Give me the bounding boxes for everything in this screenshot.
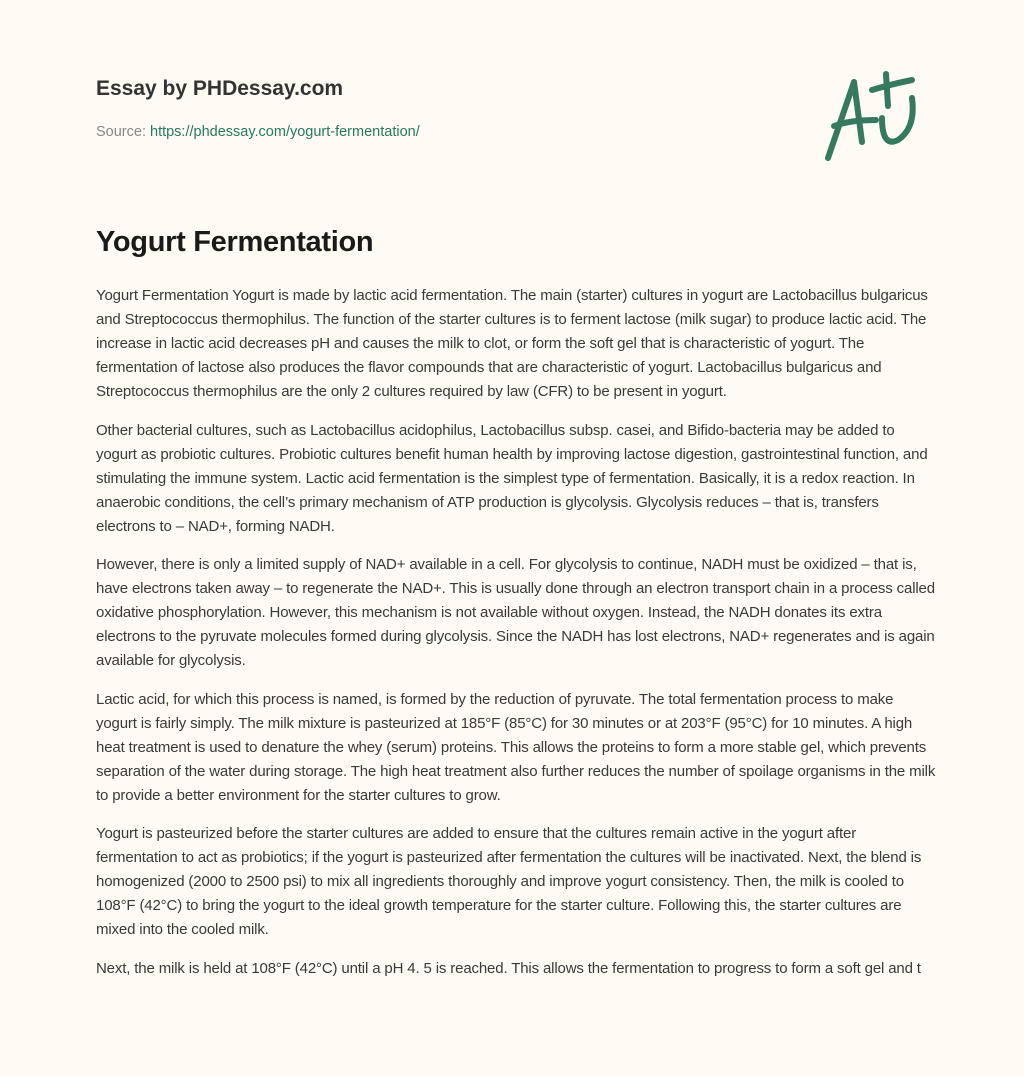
source-link[interactable]: https://phdessay.com/yogurt-fermentation/: [150, 124, 420, 140]
paragraph: However, there is only a limited supply of NAD+ available in a cell. For glycolysis to continue, NADH must be oxidized – that is, have electrons taken away – to regenerate the NAD+. This is usually done through an electron transport chain in a process called oxidative phosphorylation. However, this mechanism is not available without oxygen. Instead, the NADH donates its extra electrons to the pyruvate molecules formed during glycolysis. Since the NADH has lost electrons, NAD+ regenerates and is again available for glycolysis.: [96, 556, 935, 669]
article-title: Yogurt Fermentation: [96, 226, 374, 258]
paragraph: Yogurt is pasteurized before the starter cultures are added to ensure that the cultures remain active in the yogurt after fermentation to act as probiotics; if the yogurt is pasteurized after fermentation the cultures will be inactivated. Next, the blend is homogenized (2000 to 2500 psi) to mix all ingredients thoroughly and improve yogurt consistency. Then, the milk is cooled to 108°F (42°C) to bring the yogurt to the ideal growth temperature for the starter culture. Following this, the starter cultures are mixed into the cooled milk.: [96, 825, 922, 938]
site-brand: Essay by PHDessay.com: [96, 77, 344, 100]
source-line: [96, 124, 420, 140]
paragraph: Yogurt Fermentation Yogurt is made by lactic acid fermentation. The main (starter) cultures in yogurt are Lactobacillus bulgaricus and Streptococcus thermophilus. The function of the starter cultures is to ferment lactose (milk sugar) to produce lactic acid. The increase in lactic acid decreases pH and causes the milk to clot, or form the soft gel that is characteristic of yogurt. The fermentation of lactose also produces the flavor compounds that are characteristic of yogurt. Lactobacillus bulgaricus and Streptococcus thermophilus are the only 2 cultures required by law (CFR) to be present in yogurt.: [96, 287, 928, 400]
a-plus-logo-icon: [820, 68, 930, 164]
paragraph: Next, the milk is held at 108°F (42°C) until a pH 4. 5 is reached. This allows the fermentation to progress to form a soft gel and t: [96, 959, 921, 977]
paragraph: Lactic acid, for which this process is named, is formed by the reduction of pyruvate. The total fermentation process to make yogurt is fairly simply. The milk mixture is pasteurized at 185°F (85°C) for 30 minutes or at 203°F (95°C) for 10 minutes. A high heat treatment is used to denature the whey (serum) proteins. This allows the proteins to form a more stable gel, which prevents separation of the water during storage. The high heat treatment also further reduces the number of spoilage organisms in the milk to provide a better environment for the starter cultures to grow.: [96, 690, 936, 804]
source-label: Source:: [96, 124, 150, 140]
article-body: [96, 284, 938, 995]
paragraph: Other bacterial cultures, such as Lactobacillus acidophilus, Lactobacillus subsp. casei, and Bifido-bacteria may be added to yogurt as probiotic cultures. Probiotic cultures benefit human health by improving lactose digestion, gastrointestinal function, and stimulating the immune system. Lactic acid fermentation is the simplest type of fermentation. Basically, it is a redox reaction. In anaerobic conditions, the cell’s primary mechanism of ATP production is glycolysis. Glycolysis reduces – that is, transfers electrons to – NAD+, forming NADH.: [96, 421, 928, 535]
